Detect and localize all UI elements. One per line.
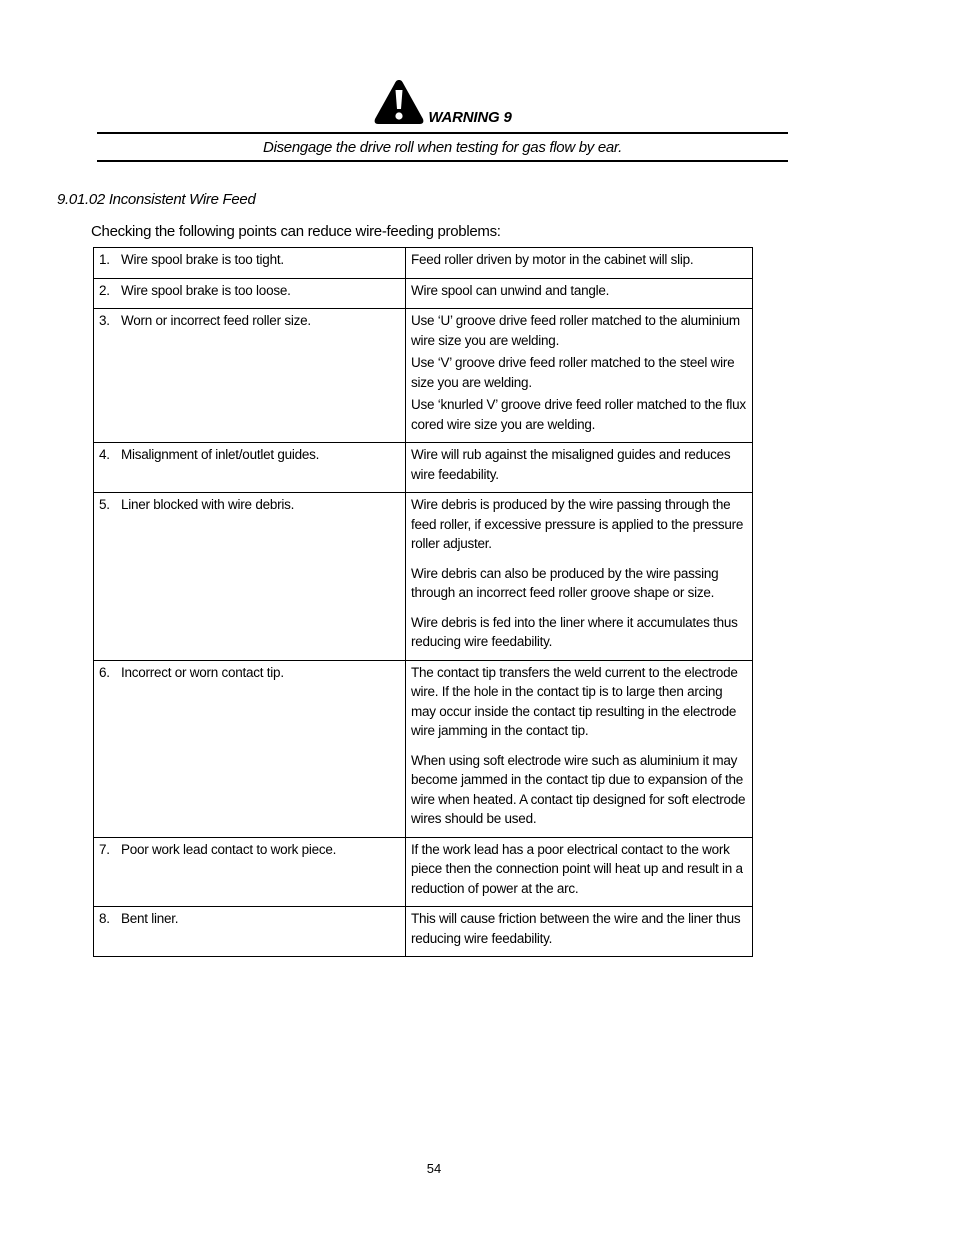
cause-text: Misalignment of inlet/outlet guides. (121, 447, 320, 462)
wire-feed-problems-table (93, 247, 753, 957)
cause-cell (94, 443, 406, 493)
remedy-paragraph: If the work lead has a poor electrical contact to the work piece then the connection point will heat up and result in a reduction of power at the arc. (411, 841, 743, 896)
remedy-paragraph: Wire debris is produced by the wire passing through the feed roller, if excessive pressure is applied to the pressure roller adjuster. (411, 497, 744, 551)
warning-block (97, 76, 788, 156)
row-number: 3. (99, 313, 110, 328)
row-number: 2. (99, 282, 110, 298)
remedy-cell (406, 837, 753, 907)
remedy-paragraph: Feed roller driven by motor in the cabinet will slip. (411, 252, 694, 267)
table-row (94, 278, 753, 309)
row-number: 4. (99, 447, 110, 462)
table-row (94, 907, 753, 957)
table-row (94, 837, 753, 907)
remedy-cell (406, 660, 753, 837)
row-number: 1. (99, 252, 110, 267)
row-number: 6. (99, 664, 110, 680)
remedy-paragraph: Use ‘U’ groove drive feed roller matched to the aluminium wire size you are welding. (411, 313, 740, 348)
cause-text: Wire spool brake is too loose. (121, 282, 291, 298)
table-row (94, 248, 753, 279)
remedy-paragraph: Wire debris can also be produced by the wire passing through an incorrect feed roller groove shape or size. (411, 565, 719, 600)
cause-cell (94, 309, 406, 443)
section-heading: 9.01.02 Inconsistent Wire Feed (57, 191, 256, 208)
cause-text: Bent liner. (121, 911, 179, 926)
remedy-paragraph: The contact tip transfers the weld current to the electrode wire. If the hole in the contact tip is to large then arcing may occur inside the contact tip resulting in the electrode wire jamming in the contact tip. (411, 664, 738, 738)
cause-cell (94, 660, 406, 837)
page-number: 54 (426, 1161, 442, 1176)
table-row (94, 493, 753, 661)
row-number: 8. (99, 911, 110, 926)
remedy-paragraph: Wire debris is fed into the liner where it accumulates thus reducing wire feedability. (411, 614, 738, 649)
table-row (94, 443, 753, 493)
cause-text: Poor work lead contact to work piece. (121, 841, 337, 857)
remedy-paragraph: Use ‘knurled V’ groove drive feed roller matched to the flux cored wire size you are welding. (411, 397, 746, 432)
warning-bottom-rule (97, 160, 788, 162)
table-row (94, 660, 753, 837)
remedy-paragraph: Use ‘V’ groove drive feed roller matched to the steel wire size you are welding. (411, 355, 735, 390)
cause-text: Incorrect or worn contact tip. (121, 664, 284, 680)
cause-text: Liner blocked with wire debris. (121, 497, 295, 512)
cause-cell (94, 493, 406, 661)
remedy-paragraph: When using soft electrode wire such as aluminium it may become jammed in the contact tip due to expansion of the wire when heated. A contact tip designed for soft electrode wires should be used. (411, 752, 746, 826)
row-number: 7. (99, 841, 110, 857)
cause-text: Wire spool brake is too tight. (121, 252, 284, 267)
remedy-cell (406, 493, 753, 661)
remedy-cell (406, 309, 753, 443)
row-number: 5. (99, 497, 110, 512)
remedy-cell (406, 443, 753, 493)
warning-triangle-icon (373, 78, 425, 126)
cause-cell (94, 907, 406, 957)
table-body (94, 248, 753, 957)
remedy-cell (406, 907, 753, 957)
warning-text: Disengage the drive roll when testing for gas flow by ear. (263, 139, 622, 156)
cause-text: Worn or incorrect feed roller size. (121, 313, 311, 328)
cause-cell (94, 837, 406, 907)
warning-label: WARNING 9 (428, 108, 512, 126)
table-row (94, 309, 753, 443)
remedy-paragraph: Wire spool can unwind and tangle. (411, 282, 610, 298)
warning-header (97, 76, 788, 128)
remedy-cell (406, 248, 753, 279)
intro-text: Checking the following points can reduce wire-feeding problems: (91, 223, 501, 240)
remedy-paragraph: Wire will rub against the misaligned guides and reduces wire feedability. (411, 447, 731, 482)
remedy-paragraph: This will cause friction between the wire and the liner thus reducing wire feedability. (411, 911, 741, 946)
warning-top-rule (97, 132, 788, 134)
cause-cell (94, 248, 406, 279)
cause-cell (94, 278, 406, 309)
remedy-cell (406, 278, 753, 309)
